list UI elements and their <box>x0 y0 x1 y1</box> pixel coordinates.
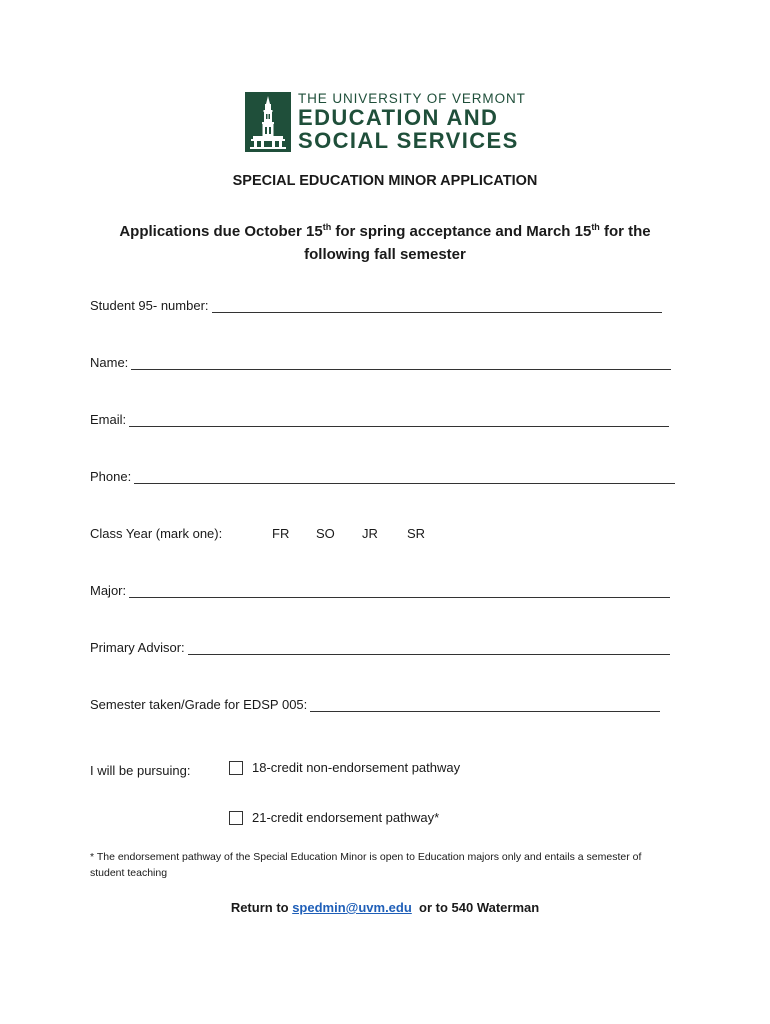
pursuing-label: I will be pursuing: <box>90 763 191 778</box>
due-text-2: for spring acceptance and March 15 <box>331 223 592 240</box>
major-input[interactable] <box>129 584 670 598</box>
semester-grade-input[interactable] <box>310 698 660 712</box>
waterman-tower-icon <box>245 92 291 152</box>
email-field <box>90 412 669 427</box>
student-number-input[interactable] <box>212 299 662 313</box>
student-number-label: Student 95- number: <box>90 298 209 313</box>
page-title: SPECIAL EDUCATION MINOR APPLICATION <box>232 173 538 189</box>
student-number-field <box>90 298 662 313</box>
name-input[interactable] <box>131 356 671 370</box>
return-prefix: Return to <box>230 900 293 915</box>
return-email-link[interactable]: spedmin@uvm.edu <box>292 900 412 915</box>
return-instructions <box>0 900 770 915</box>
due-text-1: Applications due October 15 <box>119 223 323 240</box>
name-label: Name: <box>90 355 129 370</box>
due-sup-1: th <box>322 222 332 232</box>
semester-grade-field <box>90 697 660 712</box>
name-field <box>90 355 671 370</box>
logo-college-line2: SOCIAL SERVICES <box>298 128 519 153</box>
logo-university-name: THE UNIVERSITY OF VERMONT <box>298 91 526 106</box>
major-field <box>90 583 670 598</box>
class-year-option-fr[interactable]: FR <box>272 526 290 541</box>
due-text-3: for the following fall semester <box>304 223 651 263</box>
pathway-option-18[interactable] <box>229 760 460 775</box>
checkbox-18-credit[interactable] <box>229 761 243 775</box>
return-suffix: or to 540 Waterman <box>411 900 540 915</box>
endorsement-footnote: * The endorsement pathway of the Special Education Minor is open to Education majors only and entails a semester of student teaching <box>90 851 642 879</box>
phone-label: Phone: <box>90 469 132 484</box>
advisor-input[interactable] <box>188 641 670 655</box>
pathway-option-21[interactable] <box>229 810 439 825</box>
email-input[interactable] <box>129 413 669 427</box>
phone-field <box>90 469 675 484</box>
checkbox-21-credit[interactable] <box>229 811 243 825</box>
due-dates-heading <box>90 216 680 266</box>
class-year-option-so[interactable]: SO <box>316 526 335 541</box>
class-year-option-sr[interactable]: SR <box>407 526 426 541</box>
uvm-logo <box>245 92 526 152</box>
advisor-label: Primary Advisor: <box>90 640 185 655</box>
logo-college-line1: EDUCATION AND <box>298 105 499 130</box>
class-year-label: Class Year (mark one): <box>90 526 223 541</box>
phone-input[interactable] <box>134 470 675 484</box>
pathway-21-label: 21-credit endorsement pathway* <box>252 810 440 825</box>
major-label: Major: <box>90 583 127 598</box>
email-label: Email: <box>90 412 127 427</box>
pathway-18-label: 18-credit non-endorsement pathway <box>252 760 461 775</box>
advisor-field <box>90 640 670 655</box>
class-year-option-jr[interactable]: JR <box>362 526 378 541</box>
logo-text <box>298 92 526 152</box>
due-sup-2: th <box>591 222 600 232</box>
semester-grade-label: Semester taken/Grade for EDSP 005: <box>90 697 308 712</box>
